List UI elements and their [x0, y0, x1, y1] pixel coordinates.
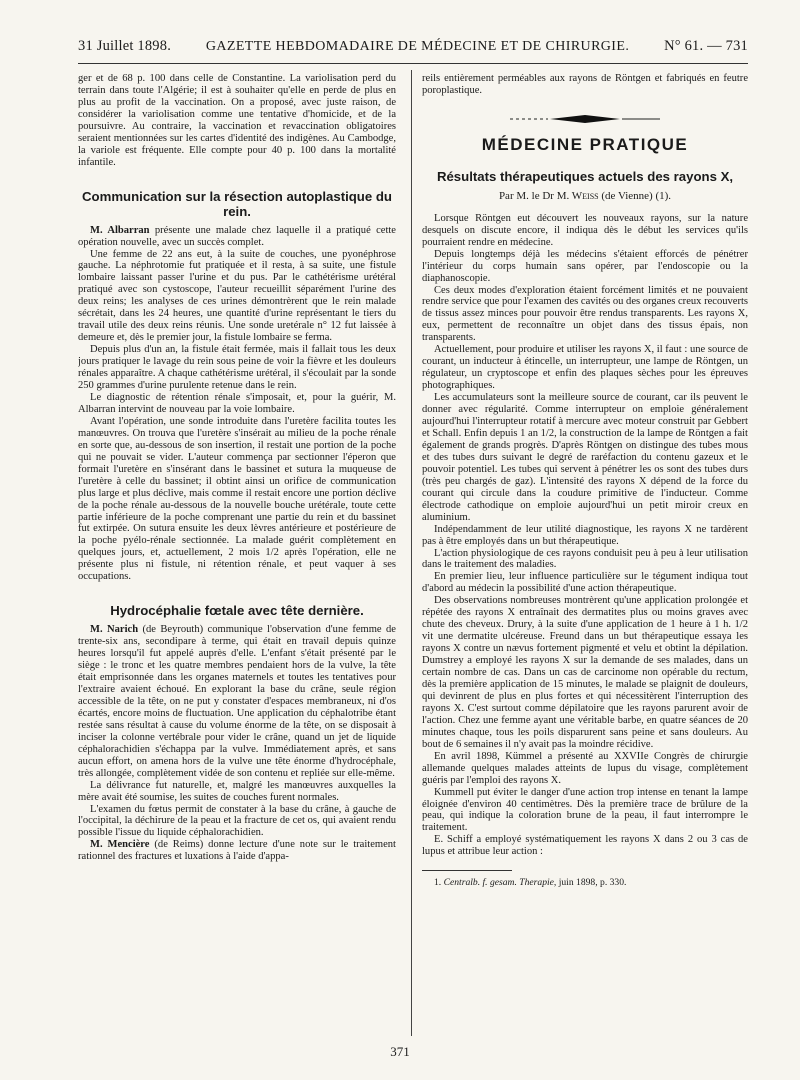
- paragraph: Depuis longtemps déjà les médecins s'étaient efforcés de pénétrer l'intérieur du corps humain sans opérer, par l'endoscopie ou la diaphanoscopie.: [422, 248, 748, 284]
- paragraph: La délivrance fut naturelle, et, malgré les manœuvres auxquelles la mère avait été soumise, les suites de couches furent normales.: [78, 779, 396, 803]
- paragraph: Depuis plus d'un an, la fistule était fermée, mais il fallait tous les deux jours pratiquer le lavage du rein sous peine de voir la fièvre et les douleurs rénales apparaître. A chaque cathétérisme urétéral, il s'écoulait par la sonde 250 grammes d'urine purulente retenue dans le rein.: [78, 344, 396, 392]
- paragraph: M. Narich (de Beyrouth) communique l'observation d'une femme de trente-six ans, secondipare à terme, qui était en travail depuis quinze heures lorsqu'il fut appelé auprès d'elle. L'enfant s'était présenté par le siège : le tronc et les quatre membres pendaient hors de la vulve, la tête était emprisonnée dans les organes maternels et toutes les tentatives pour l'extraire avaient échoué. En explorant la base du crâne, seule région accessible de la tête, on ne put y constater d'espaces membraneux, ni d'os écartés, encore moins de fluctuation. Une application du céphalotribe étant restée sans résultat à cause du volume énorme de la tête, on se disposait à inciser la colonne vertébrale pour vider le crâne, quand un jet de liquide céphalorachidien s'échappa par la vulve. Immédiatement après, et sans aucun effort, on amena hors de la vulve une tête énorme d'hydrocéphale, très allongée, complètement vidée de son contenu et repliée sur elle-même.: [78, 624, 396, 779]
- right-column: [422, 73, 748, 1033]
- paragraph: En avril 1898, Kümmel a présenté au XXVIIe Congrès de chirurgie allemande quelques malades atteints de lupus du visage, complètement guéris par l'emploi des rayons X.: [422, 750, 748, 786]
- author-name: M. Weiss: [556, 189, 599, 202]
- running-header: [78, 38, 748, 60]
- paragraph: L'action physiologique de ces rayons conduisit peu à peu à leur utilisation dans le traitement des maladies.: [422, 547, 748, 571]
- footnote: 1. Centralb. f. gesam. Therapie, juin 1898, p. 330.: [434, 877, 627, 889]
- header-rule: [78, 63, 748, 64]
- paragraph: M. Mencière (de Reims) donne lecture d'une note sur le traitement rationnel des fractures et luxations à l'aide d'appa-: [78, 839, 396, 863]
- speaker-name: M. Albarran: [90, 224, 150, 236]
- section-heading-hydrocephaly: Hydrocéphalie fœtale avec tête dernière.: [110, 603, 364, 619]
- header-date: 31 Juillet 1898.: [78, 38, 172, 54]
- article-byline: Par M. le Dr M. Weiss (de Vienne) (1).: [498, 189, 672, 202]
- ornamental-divider-icon: [510, 113, 660, 125]
- paragraph: En premier lieu, leur influence particulière sur le tégument indiqua tout d'abord au médecin la possibilité d'une action thérapeutique.: [422, 571, 748, 595]
- paragraph: Indépendamment de leur utilité diagnostique, les rayons X ne tardèrent pas à être employés dans un but thérapeutique.: [422, 523, 748, 547]
- speaker-name: M. Mencière: [90, 839, 150, 851]
- article-title: Résultats thérapeutiques actuels des rayons X,: [436, 168, 734, 184]
- page-number: 371: [390, 1044, 410, 1059]
- header-journal-title: GAZETTE HEBDOMADAIRE DE MÉDECINE ET DE CHIRURGIE.: [205, 39, 630, 54]
- continuation-paragraph: reils entièrement perméables aux rayons de Röntgen et fabriqués en feutre poroplastique.: [422, 73, 748, 96]
- left-column: [78, 73, 396, 1033]
- paragraph: Le diagnostic de rétention rénale s'imposait, et, pour la guérir, M. Albarran intervint de nouveau par la voie lombaire.: [78, 391, 396, 415]
- paragraph: M. Albarran présente une malade chez laquelle il a pratiqué cette opération nouvelle, avec un succès complet.: [78, 224, 396, 248]
- paragraph: Ces deux modes d'exploration étaient forcément limités et ne pouvaient rendre service que pour l'examen des cavités ou des organes creux recouverts de tissus assez minces pour pouvoir être rendus transparents. Les rayons X, eux, permettent de reconnaître un objet dans des tissus épais, non transparents.: [422, 284, 748, 344]
- paragraph: Les accumulateurs sont la meilleure source de courant, car ils peuvent le donner avec régularité. Comme interrupteur on emploie généralement aujourd'hui l'interrupteur rotatif à mercure avec moteur construit par Gebbert et Schall. Enfin depuis 1 an 1/2, la construction de la lampe de Röntgen a fait également de grands progrès. D'après Röntgen on distingue des tubes mous et des tubes durs suivant le degré de raréfaction du contenu gazeux et le pouvoir potentiel. Les tubes qui servent à pénétrer les os sont des tubes durs (très peu chargés de gaz). L'intensité des rayons X dépend de la force du courant qui circule dans la coudure primitive de l'inducteur. Comme électrode cathodique on emploie aujourd'hui un petit miroir creux en aluminium.: [422, 392, 748, 523]
- speaker-name: M. Narich: [90, 624, 139, 636]
- column-divider: [411, 70, 412, 1036]
- paragraph: Actuellement, pour produire et utiliser les rayons X, il faut : une source de courant, un inducteur à étincelle, un interrupteur, une lampe de Röntgen, un régulateur, un cryptoscope et enfin des plaques sèches pour les épreuves photographiques.: [422, 344, 748, 392]
- header-issue-number: N° 61. — 731: [664, 38, 748, 54]
- paragraph: L'examen du fœtus permit de constater à la base du crâne, à gauche de l'occipital, la déchirure de la peau et la fracture de cet os, qui avaient rendu possible l'issue du liquide céphalorachidien.: [78, 803, 396, 839]
- paragraph: Une femme de 22 ans eut, à la suite de couches, une pyonéphrose gauche. La néphrotomie fut pratiquée et il resta, à sa suite, une fistule lombaire laissant passer l'urine et du pus. Par le cathétérisme urétéral pratiqué avec son cystoscope, l'auteur recueillit séparément l'urine des deux reins; les analyses de ces urines démontrèrent que le rein malade sécrétait, dans les 24 heures, une quantité d'urine représentant le tiers du travail utile des deux reins réunis. Une sonde uretérale n° 12 fut laissée à demeure et, dès le premier jour, la fistule lombaire se ferma.: [78, 248, 396, 344]
- continuation-paragraph: ger et de 68 p. 100 dans celle de Constantine. La variolisation perd du terrain dans toute l'Algérie; il est à souhaiter qu'elle en perde de plus en plus au profit de la vaccination. On a proposé, avec juste raison, de considérer la variolisation comme une tentative d'homicide, et de la poursuivre. Au contraire, la vaccination et revaccination obligatoires seraient mentionnées sur les cartes d'identité des indigènes. Au Cambodge, la variole est fréquente. Elle compte pour 40 p. 100 dans la mortalité infantile.: [78, 73, 396, 168]
- footnote-rule: [422, 870, 512, 871]
- section-banner-title: MÉDECINE PRATIQUE: [481, 134, 689, 154]
- paragraph: Lorsque Röntgen eut découvert les nouveaux rayons, sur la nature desquels on discute encore, il indiqua dès le début les services qu'ils pourraient rendre en médecine.: [422, 212, 748, 248]
- paragraph: Kummell put éviter le danger d'une action trop intense en tenant la lampe éloignée d'environ 40 centimètres. Dès la première trace de brûlure de la peau, qui indique la coloration brune de la peau, il faut interrompre le traitement.: [422, 786, 748, 834]
- section-heading-renal-resection: Communication sur la résection autoplastique du rein.: [82, 188, 392, 219]
- paragraph: Avant l'opération, une sonde introduite dans l'uretère facilita toutes les manœuvres. On trouva que l'uretère s'insérait au milieu de la poche rénale en sorte que, au-dessous de son insertion, il restait une portion de la poche qui ne pouvait se vider. L'auteur commença par sectionner l'éperon que formait l'uretère en s'insérant dans le bassinet et sutura la muqueuse de l'uretère à celle du bassinet; il obtint ainsi un orifice de communication plus large et plus déclive, mais comme il restait encore une portion déclive de la poche rénale au-dessous de la nouvelle bouche urétérale, toute cette partie inférieure de la poche comprenant une partie du rein et du bassinet fut extirpée. On sutura ensuite les deux lèvres antérieure et postérieure de la poche pyélo-rénale sectionnée. La malade guérit complètement en quelques jours, et, actuellement, 2 mois 1/2 après l'opération, elle ne présente plus ni fistule, ni rétention rénale, et peut vaquer à ses occupations.: [78, 415, 396, 583]
- paragraph: E. Schiff a employé systématiquement les rayons X dans 2 ou 3 cas de lupus et attribue leur action :: [422, 834, 748, 858]
- paragraph: Des observations nombreuses montrèrent qu'une application prolongée et répétée des rayons X entraînait des dermatites plus ou moins graves avec chute des cheveux. Drury, à la suite d'une application de 1 heure à 1 h. 1/2 vit une dermatite ulcéreuse. Freund dans un but thérapeutique essaya les rayons X contre un nævus fortement pigmenté et velu et obtint la dépilation. Dumstrey a employé les rayons X sur la demande de ses malades, dans un certain nombre de cas. Dans un cas de carcinome non opérable du rectum, dès la première application de 15 minutes, le malade se plaignit de douleurs, qui devinrent de plus en plus fortes et qui nécessitèrent l'interruption des rayons X. C'est surtout comme dépilatoire que les rayons parurent avoir de l'action. Chez une femme ayant une véritable barbe, en quatre séances de 20 minutes chaque, tous les poils disparurent sans peine et sans douleurs. Au bout de 6 semaines il n'y avait pas la moindre récidive.: [422, 595, 748, 750]
